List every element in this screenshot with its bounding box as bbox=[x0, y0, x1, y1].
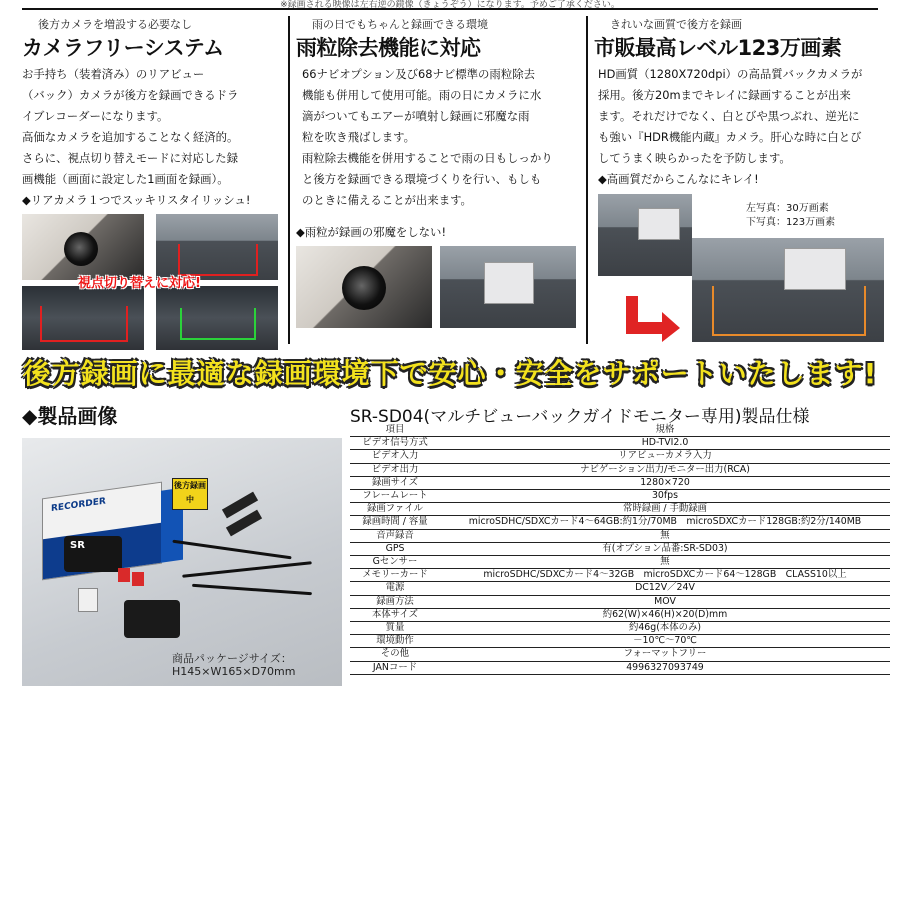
spec-value: 無 bbox=[660, 556, 670, 568]
spec-row bbox=[350, 529, 890, 542]
photo-view-guide bbox=[22, 286, 144, 350]
spec-value: DC12V／24V bbox=[635, 582, 695, 594]
spec-item: Gセンサー bbox=[372, 556, 418, 568]
connector-clip bbox=[118, 568, 130, 582]
spec-header-row bbox=[350, 424, 890, 437]
spec-row bbox=[350, 608, 890, 621]
spec-value: MOV bbox=[654, 595, 676, 607]
cable bbox=[172, 540, 291, 560]
spec-item: 質量 bbox=[385, 622, 405, 634]
spec-value: 有(オプション品番:SR-SD03) bbox=[602, 542, 728, 554]
spec-item: 本体サイズ bbox=[371, 608, 419, 620]
spec-item: ビデオ信号方式 bbox=[362, 437, 428, 449]
recorder-unit bbox=[64, 536, 122, 572]
photo-note-1230k: 下写真：123万画素 bbox=[746, 217, 836, 228]
spec-item: フレームレート bbox=[362, 490, 428, 502]
spec-item: 録画サイズ bbox=[371, 476, 419, 488]
photo-1230k-pixels bbox=[692, 238, 884, 342]
column-divider bbox=[586, 16, 588, 344]
spec-item: 環境動作 bbox=[376, 635, 414, 647]
spec-item: 録画ファイル bbox=[366, 503, 424, 515]
cable bbox=[182, 561, 312, 578]
feature-heading: 市販最高レベル123万画素 bbox=[594, 36, 842, 60]
spec-value: 無 bbox=[660, 529, 670, 541]
photo-note-300k: 左写真：30万画素 bbox=[746, 203, 829, 214]
spec-row bbox=[350, 595, 890, 608]
feature-heading: カメラフリーシステム bbox=[22, 36, 224, 60]
spec-value: 30fps bbox=[651, 490, 679, 502]
spec-title: SR-SD04(マルチビューバックガイドモニター専用)製品仕様 bbox=[350, 407, 810, 427]
spec-item: 音声録音 bbox=[376, 529, 414, 541]
spec-row bbox=[350, 569, 890, 582]
spec-value: 約62(W)×46(H)×20(D)mm bbox=[602, 608, 728, 620]
photo-view-top bbox=[156, 286, 278, 350]
camera-lens-icon bbox=[342, 266, 386, 310]
spec-value: －10℃～70℃ bbox=[633, 635, 697, 647]
spec-value: ナビゲーション出力/モニター出力(RCA) bbox=[580, 463, 750, 475]
package-label: RECORDER bbox=[51, 496, 106, 515]
spec-header-item: 項目 bbox=[385, 424, 405, 435]
spec-item: その他 bbox=[380, 648, 410, 660]
spec-row bbox=[350, 516, 890, 529]
spec-value: 常時録画 / 手動録画 bbox=[622, 503, 708, 515]
top-note bbox=[0, 0, 900, 14]
camera-lens-icon bbox=[64, 232, 98, 266]
package-size-caption: 商品パッケージサイズ： H145×W165×D70mm bbox=[172, 652, 296, 678]
feature-subtitle: 後方カメラを増設する必要なし bbox=[38, 18, 192, 31]
spec-value: 約46g(本体のみ) bbox=[628, 622, 702, 634]
spec-value: 1280×720 bbox=[640, 476, 690, 488]
spec-table bbox=[350, 424, 890, 675]
spec-row bbox=[350, 556, 890, 569]
product-section-title: ◆製品画像 bbox=[22, 404, 118, 428]
feature-body: お手持ち（装着済み）のリアビュー （バック）カメラが後方を録画できるドラ イブレコーダーになります。 高価なカメラを追加することなく経済的。 さらに、視点切り替えモードに対応した録 画機能（画面に設定した1画面を録画）。 ◆リアカメラ１つでスッキリスタイリッシュ! bbox=[22, 67, 251, 207]
unit-label: SR bbox=[70, 540, 85, 551]
spec-row bbox=[350, 490, 890, 503]
guide-lines bbox=[180, 308, 256, 340]
spec-item: 電源 bbox=[385, 582, 405, 594]
feature-caption: ◆雨粒が録画の邪魔をしない! bbox=[296, 225, 447, 239]
top-note-text: ※録画される映像は左右逆の鏡像（きょうぞう）になります。予めご了承ください。 bbox=[280, 0, 620, 10]
spec-row bbox=[350, 503, 890, 516]
spec-item: ビデオ出力 bbox=[371, 463, 419, 475]
product-photo bbox=[22, 438, 342, 686]
spec-value: フォーマットフリー bbox=[623, 648, 707, 660]
truck-shape bbox=[638, 208, 680, 240]
truck-shape bbox=[784, 248, 846, 290]
spec-item: メモリーカード bbox=[362, 569, 428, 581]
viewpoint-switch-overlay: 視点切り替えに対応! bbox=[78, 276, 201, 291]
spec-row bbox=[350, 635, 890, 648]
spec-item: 録画方法 bbox=[376, 595, 414, 607]
feature-body: 66ナビオプション及び68ナビ標準の雨粒除去 機能も併用して使用可能。雨の日にカメラに水 滴がついてもエアーが噴射し録画に邪魔な雨 粒を吹き飛ばします。 雨粒除去機能を併用することで雨の日もしっかり と後方を録画できる環境づくりを行い、もしも のときに備えることが出来ます。 bbox=[302, 67, 553, 207]
cable bbox=[192, 584, 312, 595]
feature-subtitle: きれいな画質で後方を録画 bbox=[610, 18, 742, 31]
spec-row bbox=[350, 476, 890, 489]
photo-rear-camera bbox=[22, 214, 144, 280]
feature-camera-free bbox=[22, 14, 284, 344]
spec-value: microSDHC/SDXCカード4～64GB:約1分/70MB microSDXCカード128GB:約2分/140MB bbox=[468, 516, 862, 528]
truck-shape bbox=[484, 262, 534, 304]
spec-row bbox=[350, 463, 890, 476]
spec-value: microSDHC/SDXCカード4～32GB microSDXCカード64～128GB CLASS10以上 bbox=[483, 569, 847, 581]
feature-body: HD画質（1280X720dpi）の高品質バックカメラが 採用。後方20mまでキレイに録画することが出来 ます。それだけでなく、白とびや黒つぶれ、逆光に も強い『HDR機能内蔵』カメラ。肝心な時に白とび してうまく映らかったを予防します。 ◆高画質だからこんなにキレイ! bbox=[598, 67, 863, 186]
photo-rear-truck bbox=[440, 246, 576, 328]
feature-heading: 雨粒除去機能に対応 bbox=[296, 36, 481, 60]
spec-row bbox=[350, 450, 890, 463]
column-divider bbox=[288, 16, 290, 344]
spec-row bbox=[350, 622, 890, 635]
connector-clip bbox=[132, 572, 144, 586]
spec-value: HD-TVI2.0 bbox=[641, 437, 689, 449]
arrow-right-icon bbox=[622, 292, 684, 342]
photo-300k-pixels bbox=[598, 194, 692, 276]
photo-camera-closeup bbox=[296, 246, 432, 328]
spec-row bbox=[350, 582, 890, 595]
feature-subtitle: 雨の日でもちゃんと録画できる環境 bbox=[312, 18, 488, 31]
spec-item: GPS bbox=[385, 542, 405, 554]
spec-header-value: 規格 bbox=[655, 424, 675, 435]
sd-card bbox=[78, 588, 98, 612]
spec-item: JANコード bbox=[372, 661, 418, 673]
guide-lines bbox=[712, 286, 866, 336]
spec-value: 4996327093749 bbox=[626, 661, 704, 673]
recording-sticker: 後方録画中 bbox=[172, 478, 208, 510]
spec-row bbox=[350, 542, 890, 555]
guide-lines bbox=[40, 306, 128, 342]
photo-view-wide bbox=[156, 214, 278, 280]
spec-item: ビデオ入力 bbox=[371, 450, 419, 462]
spec-value: リアビューカメラ入力 bbox=[618, 450, 712, 462]
feature-raindrop bbox=[296, 14, 582, 344]
spec-row bbox=[350, 437, 890, 450]
spec-row bbox=[350, 661, 890, 674]
slogan-banner: 後方録画に最適な録画環境下で安心・安全をサポートいたします! bbox=[22, 357, 878, 390]
spec-item: 録画時間 / 容量 bbox=[362, 516, 428, 528]
spec-row bbox=[350, 648, 890, 661]
gps-unit bbox=[124, 600, 180, 638]
